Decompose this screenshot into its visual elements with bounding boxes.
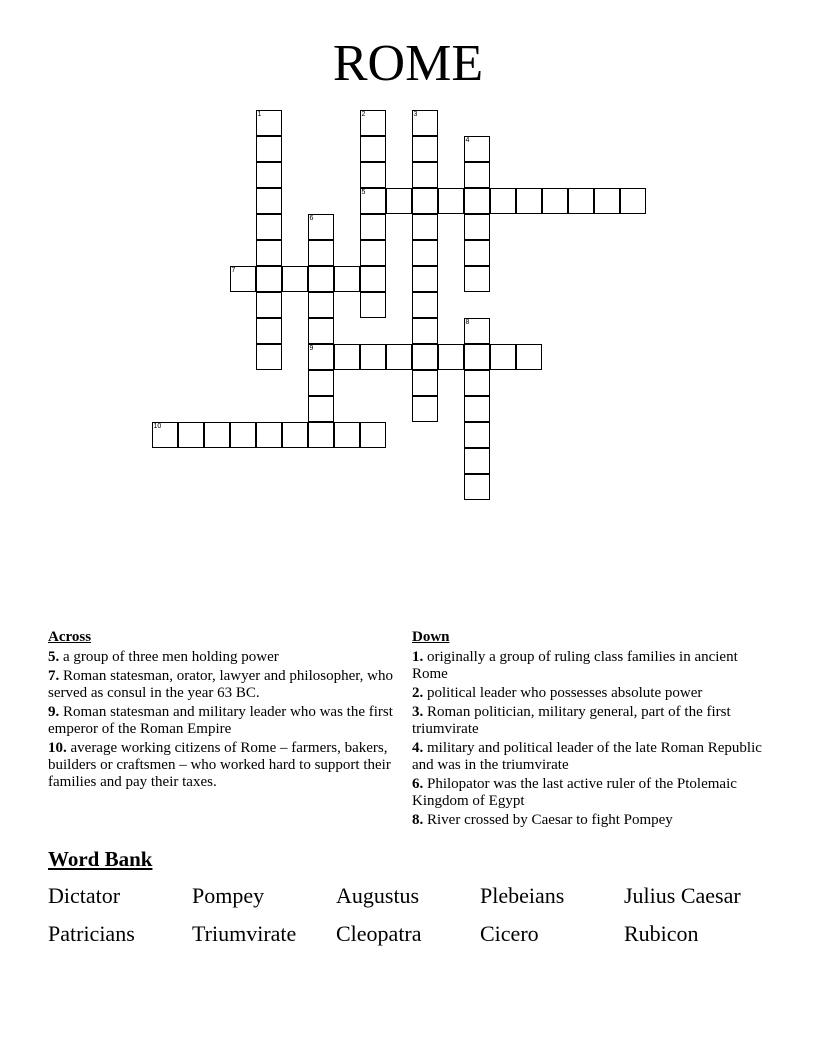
crossword-cell[interactable] (282, 266, 308, 292)
crossword-cell[interactable] (464, 344, 490, 370)
crossword-cell[interactable] (360, 110, 386, 136)
crossword-cell[interactable] (412, 396, 438, 422)
crossword-cell[interactable] (464, 136, 490, 162)
crossword-cell[interactable] (386, 188, 412, 214)
crossword-cell[interactable] (256, 344, 282, 370)
crossword-cell[interactable] (256, 240, 282, 266)
crossword-cell[interactable] (360, 188, 386, 214)
crossword-grid (0, 0, 816, 520)
page-title: ROME (332, 35, 484, 92)
crossword-cell[interactable] (568, 188, 594, 214)
crossword-cell[interactable] (256, 162, 282, 188)
clue-down-4 (412, 740, 762, 774)
clue-text: Roman statesman, orator, lawyer and philosopher, who served as consul in the year 63 BC. (48, 668, 393, 701)
crossword-cell[interactable] (256, 422, 282, 448)
crossword-cell[interactable] (412, 370, 438, 396)
clue-number: 5. (48, 649, 60, 665)
crossword-cell[interactable] (464, 162, 490, 188)
crossword-cell[interactable] (334, 266, 360, 292)
crossword-cell[interactable] (308, 318, 334, 344)
crossword-cell[interactable] (230, 422, 256, 448)
crossword-cell[interactable] (386, 344, 412, 370)
crossword-cell[interactable] (464, 266, 490, 292)
clue-number: 7. (48, 668, 60, 684)
crossword-cell[interactable] (360, 422, 386, 448)
word-bank-word: Augustus (336, 883, 420, 908)
word-bank-word: Patricians (48, 921, 135, 946)
crossword-cell[interactable] (360, 266, 386, 292)
crossword-cell[interactable] (620, 188, 646, 214)
crossword-cell[interactable] (256, 214, 282, 240)
clue-text: a group of three men holding power (63, 649, 279, 665)
word-bank-word: Julius Caesar (624, 883, 741, 908)
crossword-cell[interactable] (360, 214, 386, 240)
word-bank-word: Cicero (480, 921, 539, 946)
down-heading: Down (412, 629, 450, 645)
clue-number: 3. (412, 704, 424, 720)
crossword-cell[interactable] (360, 344, 386, 370)
crossword-cell[interactable] (256, 110, 282, 136)
crossword-cell[interactable] (412, 292, 438, 318)
crossword-cell[interactable] (308, 344, 334, 370)
crossword-cell[interactable] (412, 344, 438, 370)
crossword-cell[interactable] (412, 136, 438, 162)
crossword-cell[interactable] (308, 266, 334, 292)
clue-number-label: 1 (257, 110, 262, 118)
crossword-cell[interactable] (412, 188, 438, 214)
crossword-cell[interactable] (360, 292, 386, 318)
clue-number-label: 6 (309, 214, 314, 222)
crossword-cell[interactable] (308, 370, 334, 396)
crossword-cell[interactable] (412, 240, 438, 266)
clue-across-7 (48, 668, 404, 702)
clue-text: Roman statesman and military leader who was the first emperor of the Roman Empire (48, 704, 393, 737)
clue-down-2 (412, 685, 762, 702)
word-bank-title: Word Bank (48, 847, 153, 871)
clue-number-label: 4 (465, 136, 470, 144)
crossword-cell[interactable] (308, 292, 334, 318)
clue-down-3 (412, 704, 762, 738)
clue-across-5 (48, 649, 404, 666)
crossword-cell[interactable] (282, 422, 308, 448)
crossword-cell[interactable] (308, 422, 334, 448)
word-bank-word: Triumvirate (192, 921, 297, 946)
crossword-cell[interactable] (542, 188, 568, 214)
crossword-cell[interactable] (438, 188, 464, 214)
word-bank-word: Plebeians (480, 883, 565, 908)
crossword-cell[interactable] (412, 266, 438, 292)
clue-text: political leader who possesses absolute power (427, 685, 703, 701)
crossword-cell[interactable] (464, 188, 490, 214)
across-clues (48, 629, 404, 793)
crossword-cell[interactable] (594, 188, 620, 214)
crossword-cell[interactable] (464, 318, 490, 344)
crossword-cell[interactable] (334, 422, 360, 448)
clue-number: 6. (412, 776, 424, 792)
crossword-cell[interactable] (178, 422, 204, 448)
across-heading: Across (48, 629, 92, 645)
clue-number-label: 9 (309, 344, 314, 352)
crossword-cell[interactable] (490, 188, 516, 214)
clue-down-1 (412, 649, 762, 683)
word-bank-word: Cleopatra (336, 921, 422, 946)
clue-number: 4. (412, 740, 424, 756)
crossword-cell[interactable] (464, 240, 490, 266)
crossword-cell[interactable] (256, 136, 282, 162)
crossword-cell[interactable] (360, 240, 386, 266)
clue-text: originally a group of ruling class families in ancient Rome (412, 649, 738, 682)
crossword-cell[interactable] (412, 110, 438, 136)
crossword-cell[interactable] (308, 214, 334, 240)
crossword-cell[interactable] (516, 344, 542, 370)
crossword-cell[interactable] (516, 188, 542, 214)
clue-number-label: 7 (231, 266, 236, 274)
down-clues (412, 629, 762, 831)
crossword-cell[interactable] (360, 136, 386, 162)
word-bank-word: Pompey (192, 883, 265, 908)
crossword-cell[interactable] (412, 318, 438, 344)
crossword-cell[interactable] (438, 344, 464, 370)
clue-text: Philopator was the last active ruler of the Ptolemaic Kingdom of Egypt (412, 776, 737, 809)
crossword-cell[interactable] (334, 344, 360, 370)
crossword-cell[interactable] (308, 240, 334, 266)
clue-number-label: 3 (413, 110, 418, 118)
clue-text: Roman politician, military general, part of the first triumvirate (412, 704, 731, 737)
clue-number: 10. (48, 740, 67, 756)
crossword-cell[interactable] (464, 396, 490, 422)
crossword-cell[interactable] (308, 396, 334, 422)
clue-across-9 (48, 704, 404, 738)
crossword-cell[interactable] (256, 188, 282, 214)
clue-down-8 (412, 812, 762, 829)
crossword-cell[interactable] (464, 422, 490, 448)
clue-number-label: 8 (465, 318, 470, 326)
clue-across-10 (48, 740, 404, 791)
crossword-cell[interactable] (412, 162, 438, 188)
clue-number-label: 5 (361, 188, 366, 196)
crossword-cell[interactable] (490, 344, 516, 370)
crossword-cell[interactable] (256, 266, 282, 292)
clue-number: 8. (412, 812, 424, 828)
clue-down-6 (412, 776, 762, 810)
word-bank-word: Rubicon (624, 921, 699, 946)
crossword-cell[interactable] (256, 318, 282, 344)
crossword-cell[interactable] (464, 370, 490, 396)
clue-number: 9. (48, 704, 60, 720)
clue-number-label: 2 (361, 110, 366, 118)
crossword-cell[interactable] (464, 474, 490, 500)
crossword-cell[interactable] (360, 162, 386, 188)
clue-number: 1. (412, 649, 424, 665)
crossword-cell[interactable] (256, 292, 282, 318)
crossword-cell[interactable] (464, 214, 490, 240)
clue-number-label: 10 (153, 422, 162, 430)
word-bank-word: Dictator (48, 883, 121, 908)
crossword-cell[interactable] (152, 422, 178, 448)
clue-text: River crossed by Caesar to fight Pompey (427, 812, 673, 828)
clue-text: average working citizens of Rome – farmers, bakers, builders or craftsmen – who worked hard to support their families and pay their taxes. (48, 740, 391, 790)
clue-text: military and political leader of the late Roman Republic and was in the triumvirate (412, 740, 762, 773)
clue-number: 2. (412, 685, 424, 701)
crossword-cell[interactable] (204, 422, 230, 448)
crossword-cell[interactable] (412, 214, 438, 240)
crossword-cell[interactable] (230, 266, 256, 292)
crossword-cell[interactable] (464, 448, 490, 474)
